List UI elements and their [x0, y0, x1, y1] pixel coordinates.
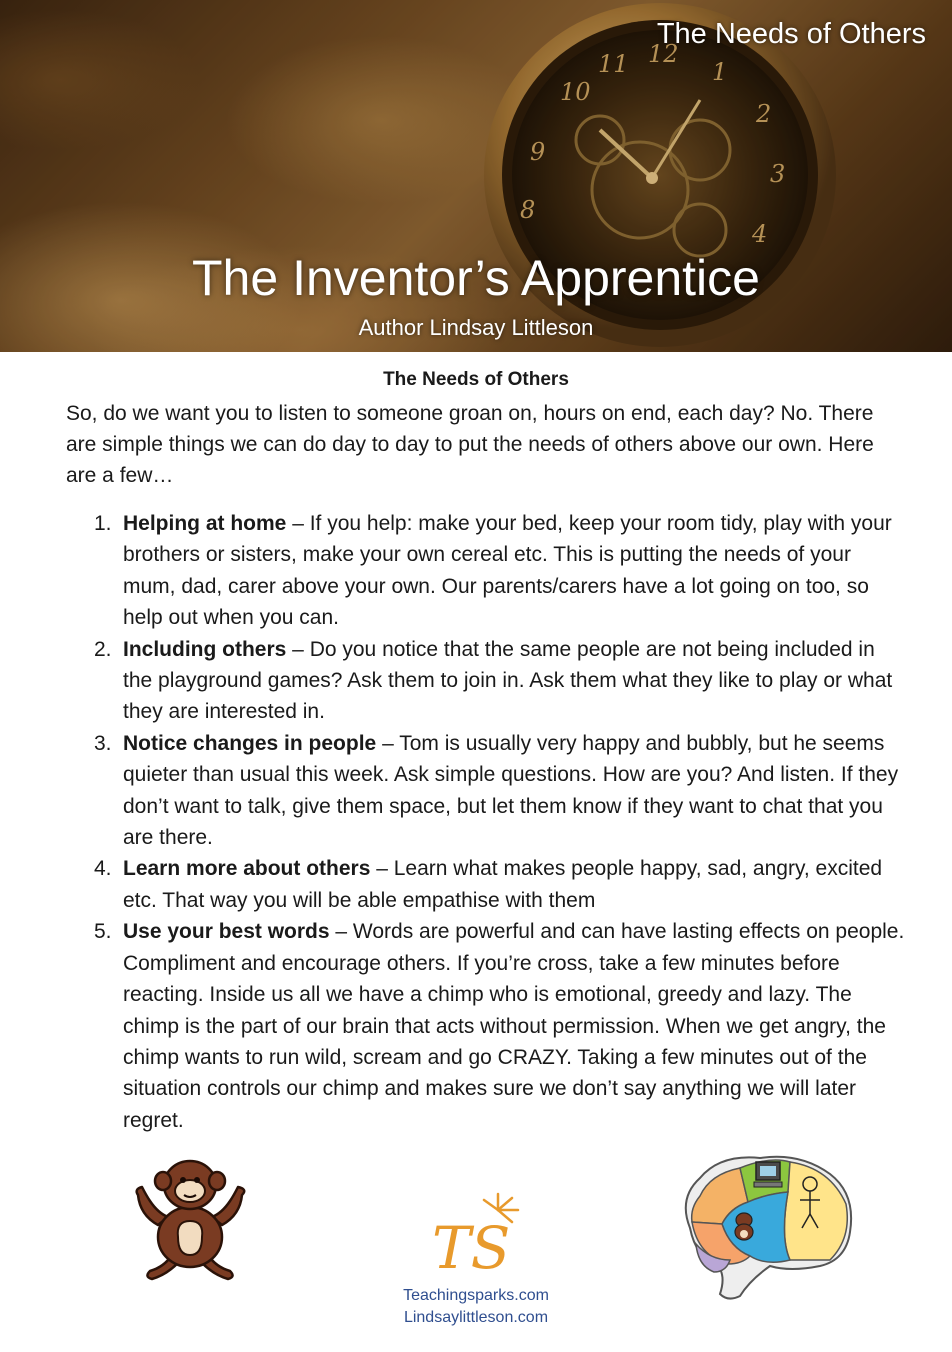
list-number: 2. — [94, 637, 112, 661]
list-item — [66, 508, 906, 634]
intro-paragraph: So, do we want you to listen to someone groan on, hours on end, each day? No. There are simple things we can do day to day to put the needs of others above our own. Here are a few… — [66, 402, 874, 487]
list-item-text: – If you help: make your bed, keep your room tidy, play with your brothers or sisters, make your own cereal etc. This is putting the needs of your mum, dad, carer above your own. Our parents/carers have a lot going on too, so help out when you can. — [123, 512, 892, 630]
section-heading: The Needs of Others — [383, 369, 569, 390]
list-item — [66, 634, 906, 728]
list-item-heading: Notice changes in people — [123, 731, 377, 755]
author-name: Author Lindsay Littleson — [358, 315, 594, 340]
list-number: 3. — [94, 731, 112, 755]
list-number: 4. — [94, 857, 112, 881]
tips-list — [66, 508, 906, 1136]
list-number: 5. — [94, 920, 112, 944]
list-item-heading: Including others — [123, 637, 287, 661]
teaching-sparks-logo — [422, 1188, 526, 1284]
logo-text: TS — [432, 1214, 511, 1282]
list-item — [66, 728, 906, 854]
list-item-heading: Use your best words — [123, 920, 330, 944]
lindsaylittleson-link[interactable]: Lindsaylittleson.com — [403, 1309, 549, 1326]
list-item-text: – Learn what makes people happy, sad, angry, excited etc. That way you will be able empathise with them — [123, 857, 883, 912]
list-item-heading: Helping at home — [123, 512, 287, 535]
brain-diagram-icon — [670, 1148, 860, 1308]
topic-label: The Needs of Others — [656, 18, 926, 50]
header-banner — [0, 0, 952, 352]
list-number: 1. — [94, 512, 112, 535]
book-title: The Inventor’s Apprentice — [192, 250, 760, 306]
list-item-text: – Do you notice that the same people are not being included in the playground games? Ask them to join in. Ask them what they like to play or what they are interested in. — [123, 637, 893, 724]
list-item-text: – Tom is usually very happy and bubbly, but he seems quieter than usual this week. Ask simple questions. How are you? And listen. If they don’t want to talk, give them space, but let them know if they want to chat that you are there. — [123, 731, 899, 850]
list-item — [66, 916, 906, 1136]
list-item-heading: Learn more about others — [123, 857, 371, 881]
teachingsparks-link[interactable]: Teachingsparks.com — [403, 1287, 549, 1304]
list-item — [66, 853, 906, 916]
chimp-icon — [128, 1155, 252, 1285]
list-item-text: – Words are powerful and can have lasting effects on people. Compliment and encourage others. If you’re cross, take a few minutes before reacting. Inside us all we have a chimp who is emotional, greedy and lazy. The chimp is the part of our brain that acts without permission. When we get angry, the chimp wants to run wild, scream and go CRAZY. Taking a few minutes out of the situation controls our chimp and makes sure we don’t say anything we will later regret. — [123, 920, 905, 1132]
